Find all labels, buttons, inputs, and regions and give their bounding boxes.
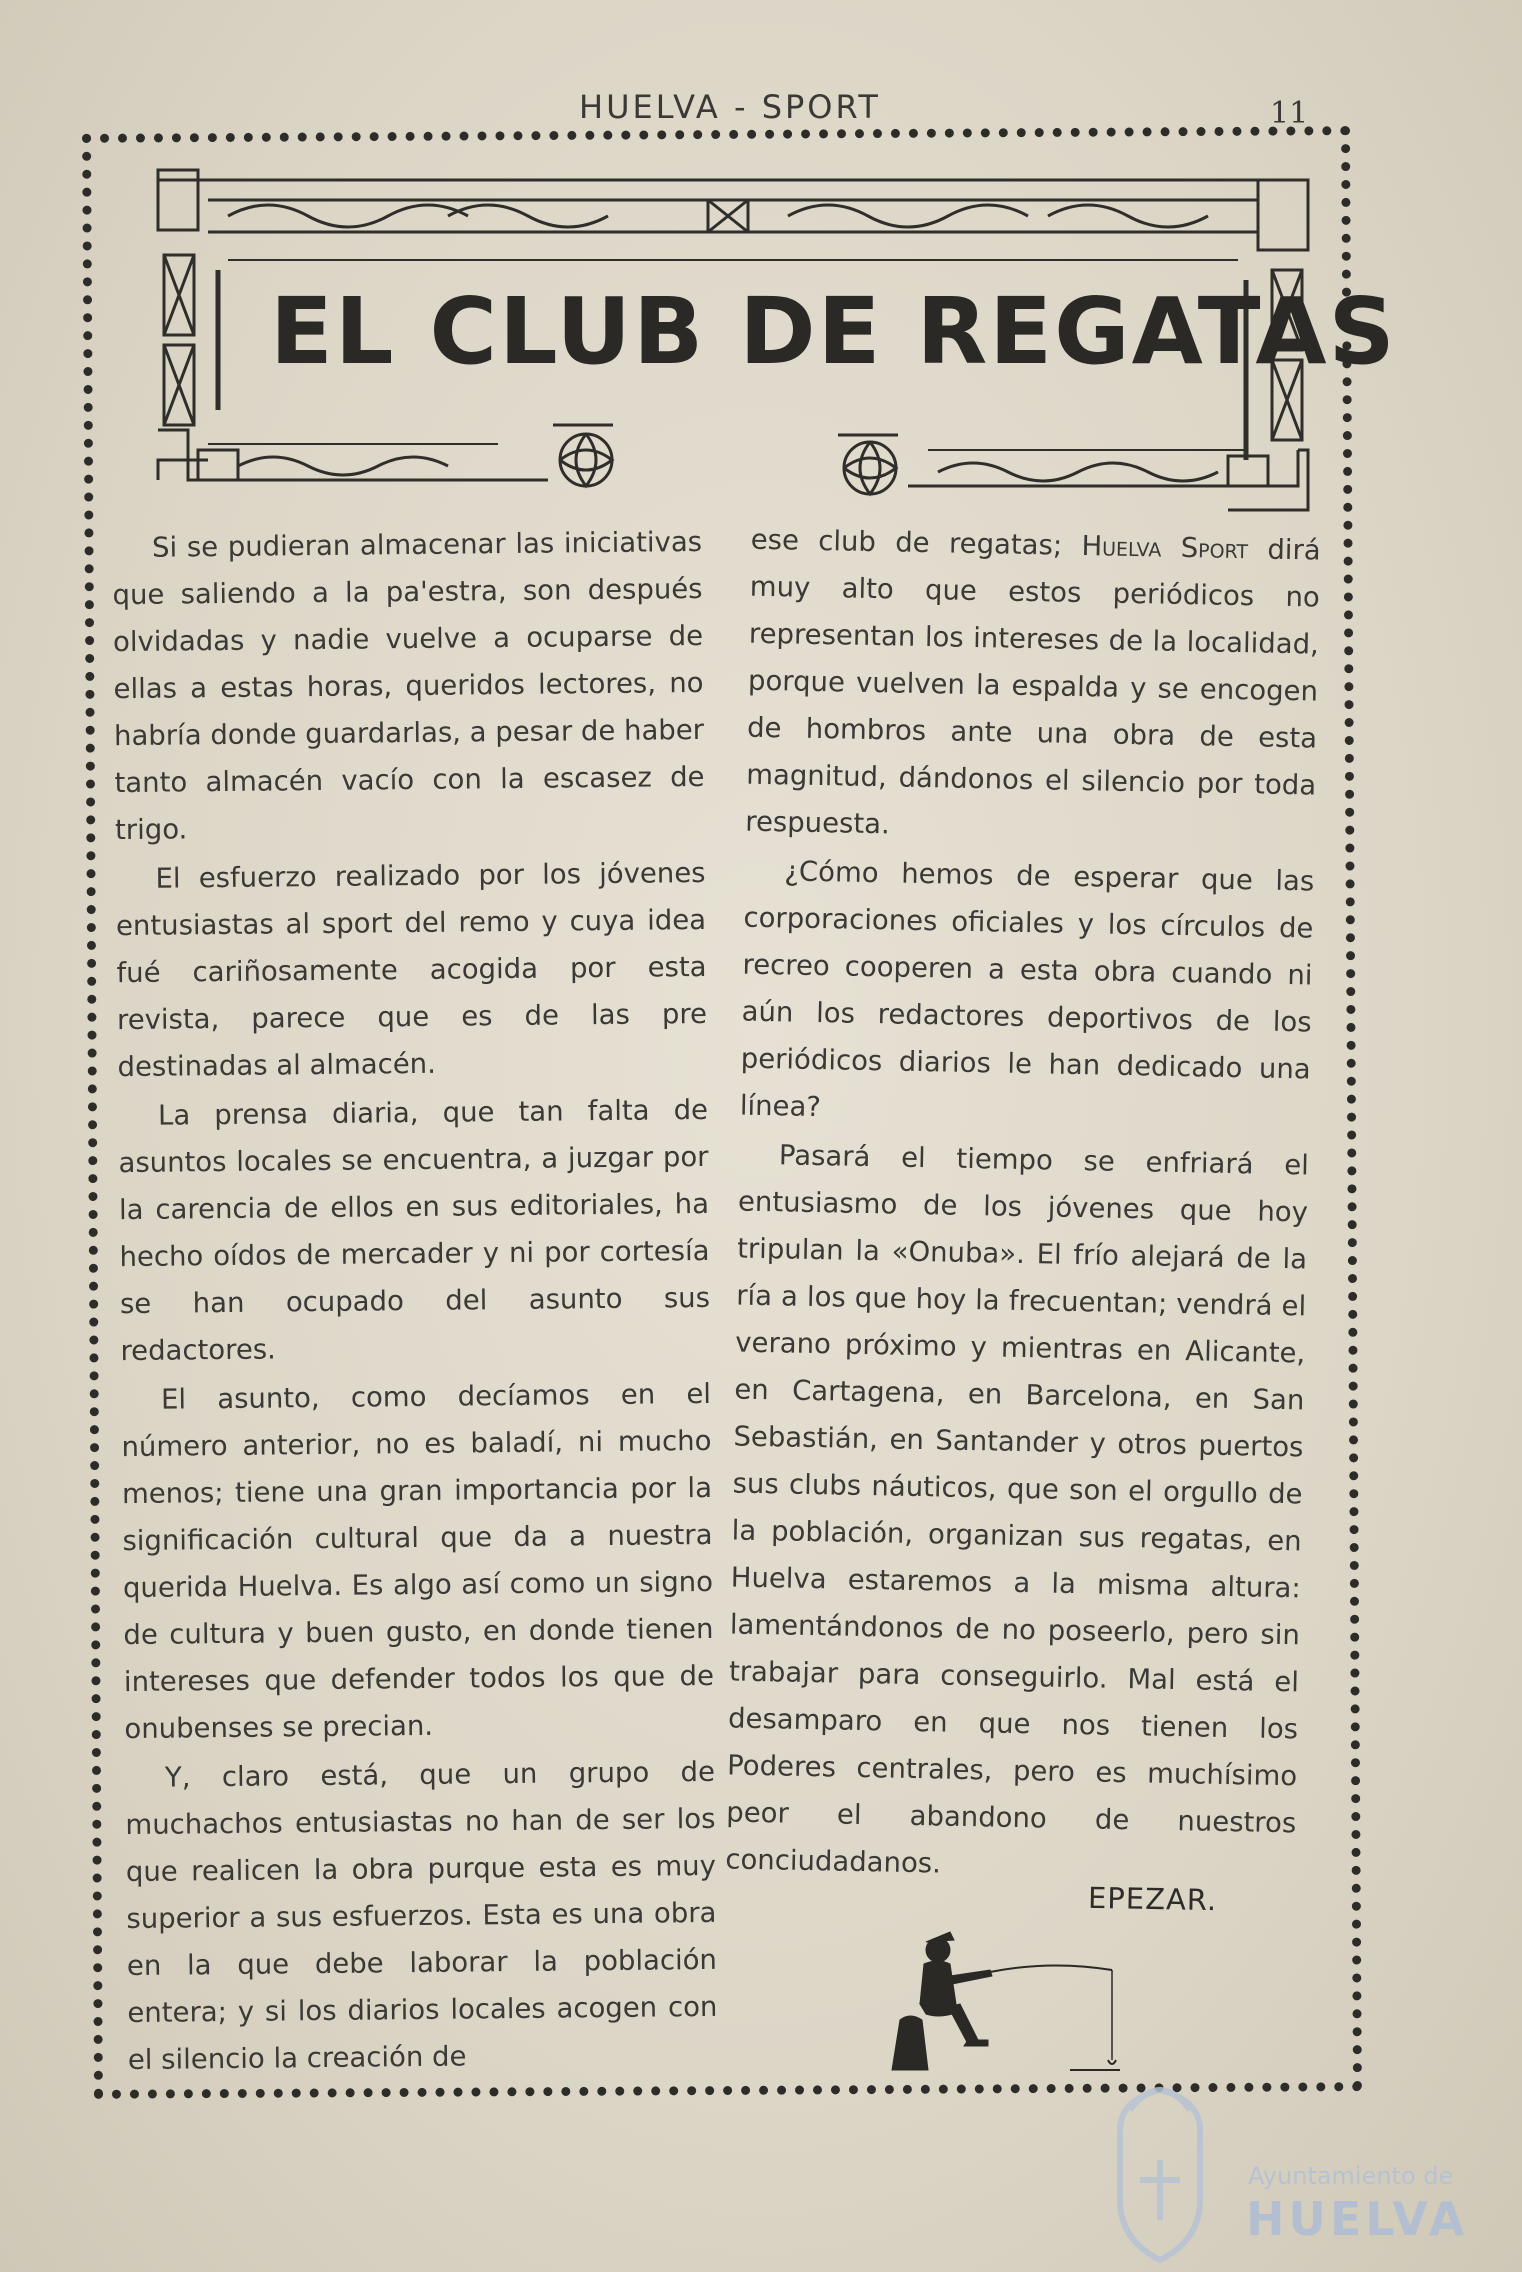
left-text-column — [112, 519, 718, 2086]
paragraph: Si se pudieran almacenar las iniciativas que saliendo a la pa'estra, son después olvidadas y nadie vuelve a ocuparse de ellas a estas horas, queridos lectores, no habría donde guardarlas, a pesar de haber tanto almacén vacío con la escasez de trigo. — [112, 525, 705, 847]
paragraph: El asunto, como decíamos en el número anterior, no es baladí, ni mucho menos; tiene una gran importancia por la significación cultural que da a nuestra querida Huelva. Es algo así como un signo de cultura y buen gusto, en donde tienen intereses que defender todos los que de onubenses se precian. — [121, 1377, 715, 1746]
paragraph: El esfuerzo realizado por los jóvenes entusiastas al sport del remo y cuya idea fué cariñosamente acogida por esta revista, parece que es de las pre destinadas al almacén. — [115, 856, 708, 1084]
paragraph: Pasará el tiempo se enfriará el entusiasmo de los jóvenes que hoy tripulan la «Onuba». El frío alejará de la ría a los que hoy la frecuentan; vendrá el verano próximo y mientras en Alicante, en Cartagena, en Barcelona, en San Sebastián, en Santander y otros puertos sus clubs náuticos, que son el orgullo de la población, organizan sus regatas, en Huelva estaremos a la misma altura: lamentándonos de no poseerlo, pero sin trabajar para conseguirlo. Mal está el desamparo en que nos tienen los Poderes centrales, pero es muchísimo peor el abandono de nuestros conciudadanos. — [725, 1139, 1310, 1880]
page-number: 11 — [1270, 96, 1309, 131]
paragraph: La prensa diaria, que tan falta de asuntos locales se encuentra, a juzgar por la carencia de ellos en sus editoriales, ha hecho oídos de mercader y ni por cortesía se han ocupado del asunto sus redactores. — [118, 1093, 711, 1368]
paragraph: Y, claro está, que un grupo de muchachos entusiastas no han de ser los que realicen la obra purque esta es muy superior a sus esfuerzos. Esta es una obra en la que debe laborar la población entera; y si los diarios locales acogen con el silencio la creación de — [125, 1755, 718, 2077]
author-signature: EPEZAR. — [1087, 1880, 1218, 1918]
right-text-column — [725, 517, 1321, 1897]
continuation-text: dirá muy alto que estos periódicos no representan los intereses de la localidad, porque vuelven la espalda y se encogen de hombros ante una obra de esta magnitud, dándonos el silencio por toda respuesta. — [745, 533, 1321, 841]
watermark-line-2: HUELVA — [1246, 2192, 1469, 2246]
watermark-line-1: Ayuntamiento de — [1248, 2162, 1454, 2190]
paragraph: ¿Cómo hemos de esperar que las corporaciones oficiales y los círculos de recreo cooperen a esta obra cuando ni aún los redactores deportivos de los periódicos diarios le han dedicado una línea? — [739, 855, 1315, 1124]
fisherman-illustration — [880, 1920, 1120, 2080]
article-title: EL CLUB DE REGATAS — [270, 278, 1397, 385]
continuation-text: ese club de regatas; — [750, 523, 1082, 562]
magazine-name-inline: Huelva Sport — [1081, 530, 1249, 566]
continued-paragraph — [745, 517, 1321, 857]
journal-name: HUELVA - SPORT — [579, 88, 881, 126]
